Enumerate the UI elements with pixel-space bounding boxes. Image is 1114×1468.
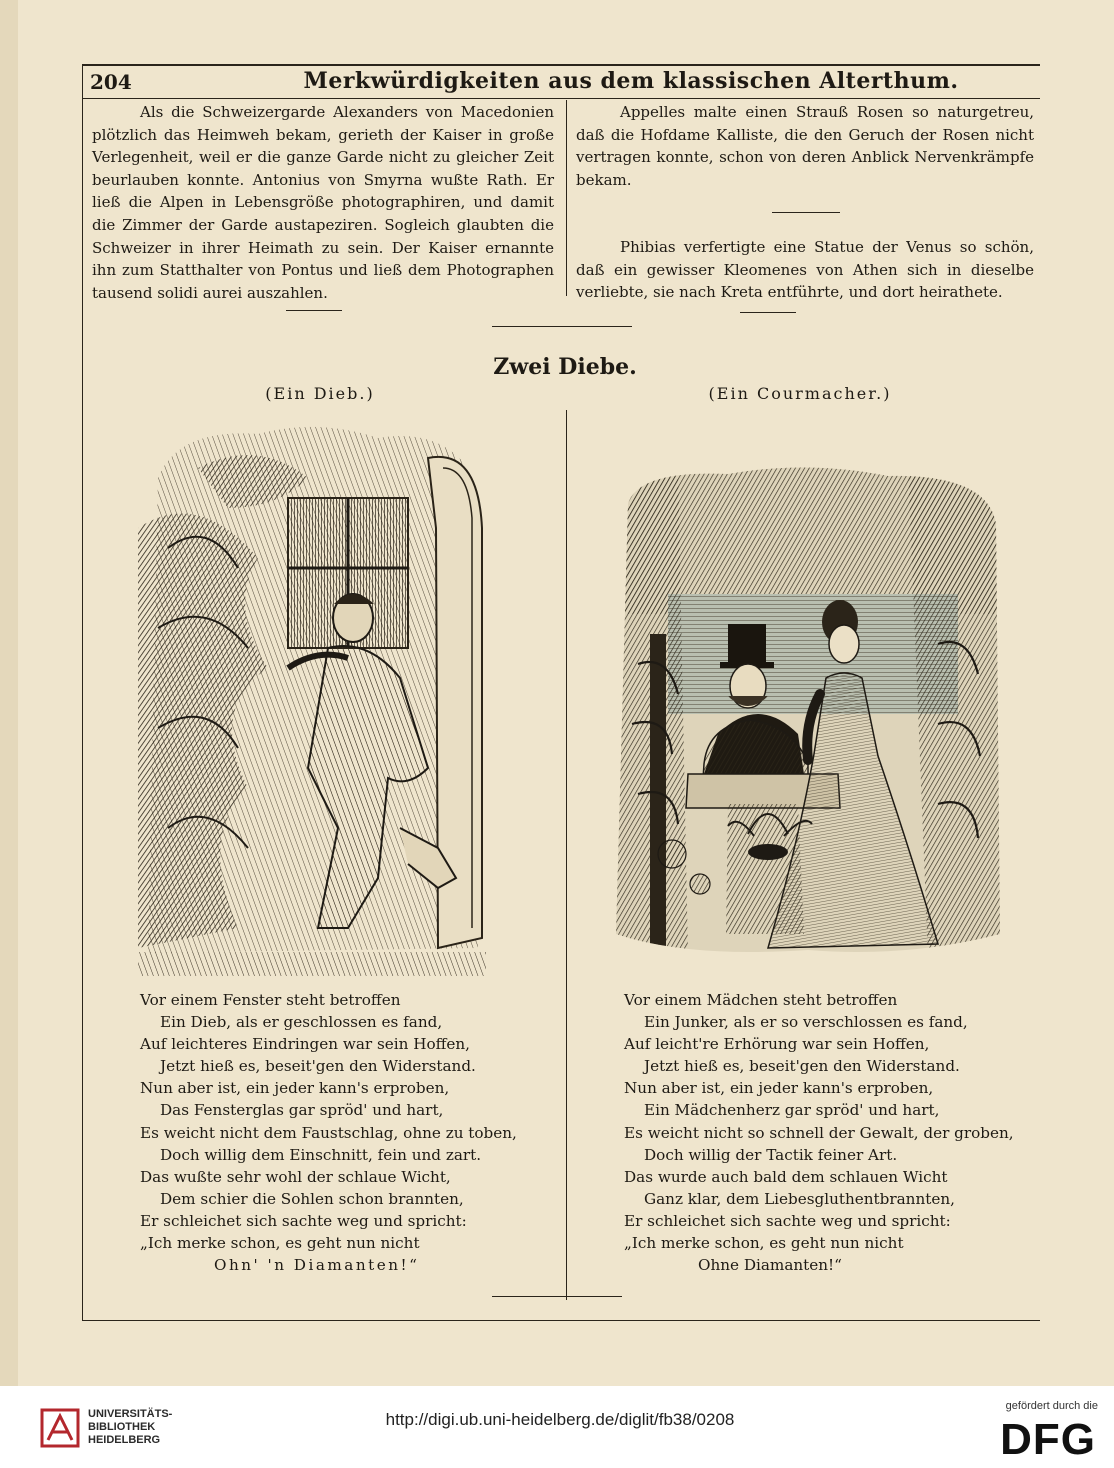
right-end-rule xyxy=(740,312,796,313)
poem-thief xyxy=(140,989,517,1276)
poem-line: Ein Junker, als er so verschlossen es fand, xyxy=(644,1013,968,1032)
courtier-engraving xyxy=(608,464,1002,956)
poem-line: Das Fensterglas gar spröd' und hart, xyxy=(160,1101,444,1120)
lower-column-divider xyxy=(566,410,567,1300)
poem-line: Es weicht nicht dem Faustschlag, ohne zu toben, xyxy=(140,1123,517,1142)
poem-line: Auf leichteres Eindringen war sein Hoffen, xyxy=(140,1035,470,1054)
poem-line: Ohn' 'n Diamanten!“ xyxy=(214,1256,420,1275)
funding-note: gefördert durch die xyxy=(1005,1400,1098,1412)
right-column-text xyxy=(576,101,1034,191)
poem-courtier xyxy=(624,989,1014,1276)
poem-line: Jetzt hieß es, beseit'gen den Widerstand. xyxy=(644,1057,960,1076)
poem-line: Er schleichet sich sachte weg und spricht: xyxy=(140,1211,467,1230)
left-column-text xyxy=(92,101,554,304)
poem-line: Ganz klar, dem Liebesgluthentbrannten, xyxy=(644,1189,955,1208)
poem-line: Nun aber ist, ein jeder kann's erproben, xyxy=(624,1079,934,1098)
poem-line: „Ich merke schon, es geht nun nicht xyxy=(140,1234,420,1253)
poem-line: Doch willig der Tactik feiner Art. xyxy=(644,1145,898,1164)
header-underline xyxy=(82,98,1040,99)
poem-line: Er schleichet sich sachte weg und spricht: xyxy=(624,1211,951,1230)
poem-line: Das wußte sehr wohl der schlaue Wicht, xyxy=(140,1167,451,1186)
poem-line: Das wurde auch bald dem schlauen Wicht xyxy=(624,1167,948,1186)
left-frame-rule xyxy=(82,64,83,1320)
page-number: 204 xyxy=(90,70,132,94)
alexander-paragraph: Als die Schweizergarde Alexanders von Macedonien plötzlich das Heimweh bekam, gerieth der Kaiser in große Verlegenheit, weil er die ganze Garde nicht zu gleicher Zeit beurlauben konnte. Antonius von Smyrna wußte Rath. Er ließ die Alpen in Lebensgröße photographiren, und damit die Zimmer der Garde austapeziren. Sogleich glaubten die Schweizer in ihrer Heimath zu sein. Der Kaiser ernannte ihn zum Statthalter von Pontus und ließ dem Photographen tausend solidi aurei auszahlen. xyxy=(92,103,554,302)
thief-engraving xyxy=(138,408,486,976)
poem-line: „Ich merke schon, es geht nun nicht xyxy=(624,1234,904,1253)
poem-line: Ohne Diamanten!“ xyxy=(698,1256,842,1275)
poem-line: Doch willig dem Einschnitt, fein und zart. xyxy=(160,1145,482,1164)
digitization-footer xyxy=(0,1386,1114,1468)
library-name-line: UNIVERSITÄTS- xyxy=(88,1408,173,1420)
poem-line: Es weicht nicht so schnell der Gewalt, der groben, xyxy=(624,1123,1014,1142)
library-name xyxy=(88,1408,172,1447)
poem-line: Jetzt hieß es, beseit'gen den Widerstand. xyxy=(160,1057,476,1076)
poem-line: Ein Mädchenherz gar spröd' und hart, xyxy=(644,1101,940,1120)
poem-line: Vor einem Mädchen steht betroffen xyxy=(624,991,898,1009)
page-header xyxy=(82,66,1040,98)
bottom-rule xyxy=(82,1320,1040,1321)
left-subtitle: (Ein Dieb.) xyxy=(265,384,375,403)
section-rule xyxy=(492,326,632,327)
top-column-divider xyxy=(566,100,567,296)
running-title: Merkwürdigkeiten aus dem klassischen Alterthum. xyxy=(303,68,959,94)
library-seal-icon xyxy=(40,1408,80,1448)
poem-line: Vor einem Fenster steht betroffen xyxy=(140,991,401,1009)
permalink-url[interactable]: http://digi.ub.uni-heidelberg.de/diglit/fb38/0208 xyxy=(385,1410,735,1429)
right-column-text-2 xyxy=(576,236,1034,304)
dfg-logo: DFG xyxy=(1000,1415,1096,1464)
left-end-rule xyxy=(286,310,342,311)
library-name-line: BIBLIOTHEK xyxy=(88,1421,156,1433)
phibias-paragraph: Phibias verfertigte eine Statue der Venus so schön, daß ein gewisser Kleomenes von Athen sich in dieselbe verliebte, sie nach Kreta entführte, und dort heirathete. xyxy=(576,238,1034,302)
section-title: Zwei Diebe. xyxy=(493,354,637,380)
closing-rule xyxy=(492,1296,622,1297)
poem-line: Ein Dieb, als er geschlossen es fand, xyxy=(160,1013,443,1032)
poem-line: Dem schier die Sohlen schon brannten, xyxy=(160,1189,464,1208)
poem-line: Nun aber ist, ein jeder kann's erproben, xyxy=(140,1079,450,1098)
poem-line: Auf leicht're Erhörung war sein Hoffen, xyxy=(624,1035,930,1054)
library-name-line: HEIDELBERG xyxy=(88,1434,161,1446)
right-subtitle: (Ein Courmacher.) xyxy=(708,384,892,403)
scan-edge xyxy=(0,0,18,1386)
right-paragraph-separator xyxy=(772,212,840,213)
appelles-paragraph: Appelles malte einen Strauß Rosen so naturgetreu, daß die Hofdame Kalliste, die den Geruch der Rosen nicht vertragen konnte, schon von deren Anblick Nervenkrämpfe bekam. xyxy=(576,103,1034,189)
